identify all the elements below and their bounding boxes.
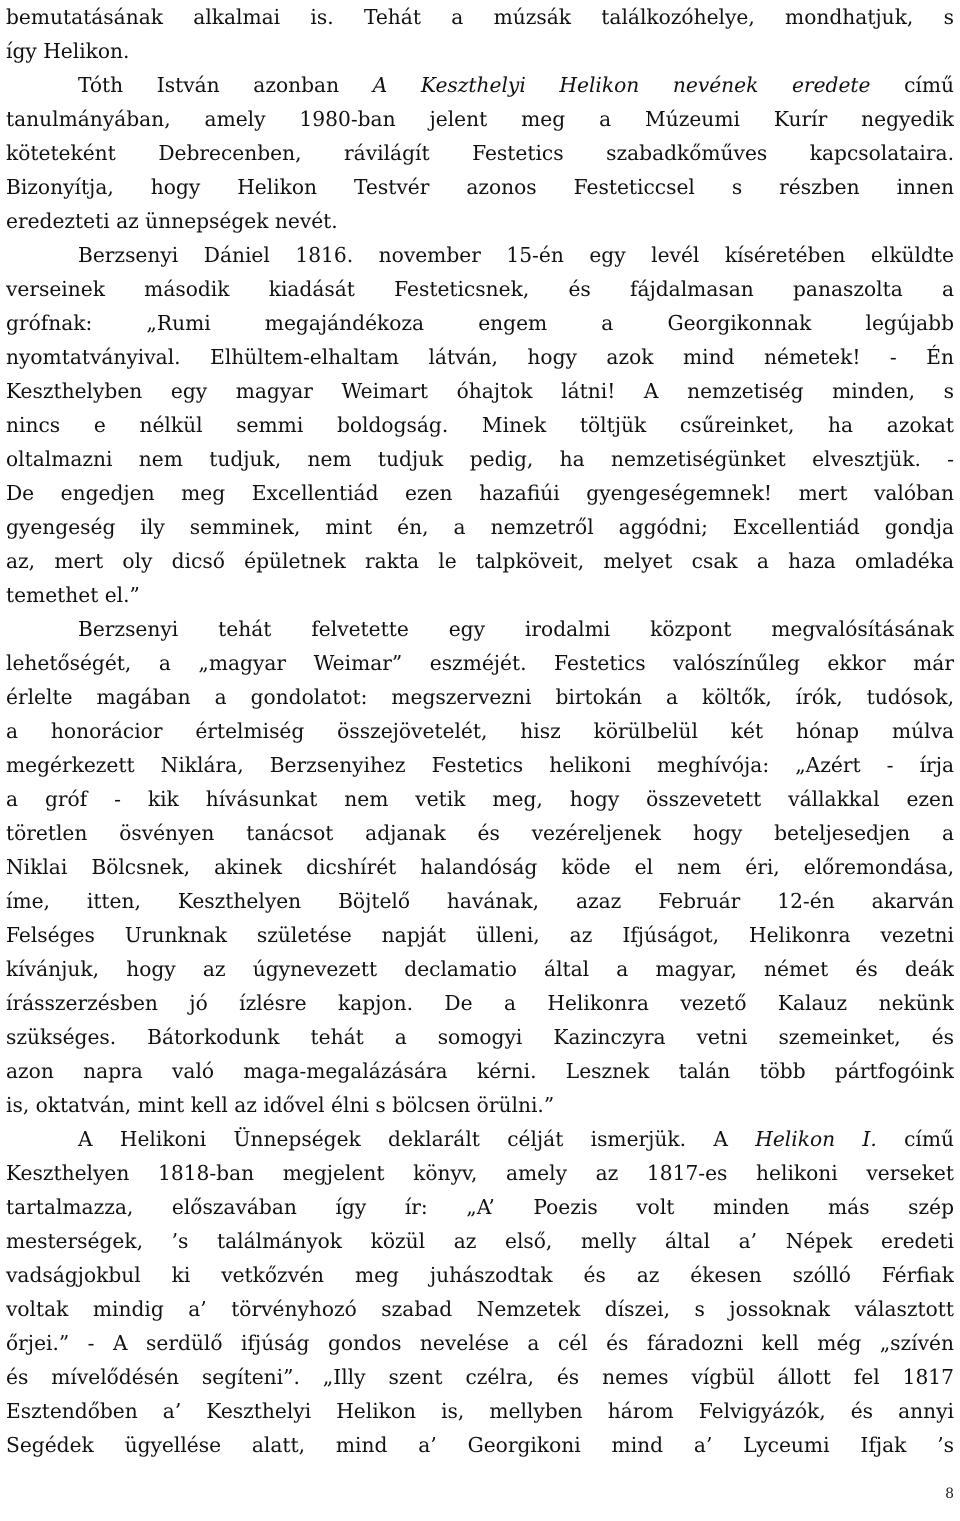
text-segment: eredezteti az ünnepségek nevét.: [6, 209, 338, 233]
text-segment: Keszthelyben egy magyar Weimart óhajtok látni! A nemzetiség minden, s: [6, 379, 954, 403]
document-page: [6, 0, 954, 1521]
text-line: [6, 1122, 954, 1156]
text-segment: oltalmazni nem tudjuk, nem tudjuk pedig, ha nemzetiségünket elvesztjük. -: [6, 447, 954, 471]
text-line: [6, 136, 954, 170]
text-line: [6, 1394, 954, 1428]
text-segment: köteteként Debrecenben, rávilágít Festetics szabadkőműves kapcsolataira.: [6, 141, 954, 165]
text-segment: nincs e nélkül semmi boldogság. Minek töltjük csűreinket, ha azokat: [6, 413, 954, 437]
text-segment: Bizonyítja, hogy Helikon Testvér azonos Festeticcsel s részben innen: [6, 175, 954, 199]
text-line: [6, 714, 954, 748]
text-segment: Berzsenyi tehát felvetette egy irodalmi központ megvalósításának: [78, 617, 954, 641]
text-segment: voltak mindig a’ törvényhozó szabad Nemzetek díszei, s jossoknak választott: [6, 1297, 954, 1321]
text-segment: Esztendőben a’ Keszthelyi Helikon is, mellyben három Felvigyázók, és annyi: [6, 1399, 954, 1423]
text-segment: szükséges. Bátorkodunk tehát a somogyi Kazinczyra vetni szemeinket, és: [6, 1025, 954, 1049]
text-line: [6, 544, 954, 578]
text-segment: grófnak: „Rumi megajándékoza engem a Georgikonnak legújabb: [6, 311, 954, 335]
text-segment: kívánjuk, hogy az úgynevezett declamatio által a magyar, német és deák: [6, 957, 954, 981]
text-segment: íme, itten, Keszthelyen Böjtelő havának, azaz Február 12-én akarván: [6, 889, 954, 913]
text-segment: De engedjen meg Excellentiád ezen hazafiúi gyengeségemnek! mert valóban: [6, 481, 954, 505]
text-line: [6, 374, 954, 408]
text-line: [6, 1292, 954, 1326]
text-line: [6, 918, 954, 952]
page-number: 8: [945, 1486, 954, 1502]
text-segment: vadságjokbul ki vetkőzvén meg juhászodtak és az ékesen szólló Férfiak: [6, 1263, 954, 1287]
text-line: [6, 408, 954, 442]
text-line: [6, 1054, 954, 1088]
text-line: [6, 1360, 954, 1394]
text-line: [6, 68, 954, 102]
text-segment: mesterségek, ’s találmányok közül az első, melly által a’ Népek eredeti: [6, 1229, 954, 1253]
text-line: [6, 34, 954, 68]
text-segment: és mívelődésén segíteni”. „Illy szent czélra, és nemes vígbül állott fel 1817: [6, 1365, 954, 1389]
text-segment: is, oktatván, mint kell az idővel élni s bölcsen örülni.”: [6, 1093, 555, 1117]
text-line: [6, 1258, 954, 1292]
text-segment: Felséges Urunknak születése napját ülleni, az Ifjúságot, Helikonra vezetni: [6, 923, 954, 947]
text-segment: temethet el.”: [6, 583, 140, 607]
text-segment: bemutatásának alkalmai is. Tehát a múzsák találkozóhelye, mondhatjuk, s: [6, 5, 954, 29]
text-segment: tartalmazza, előszavában így ír: „A’ Poezis volt minden más szép: [6, 1195, 954, 1219]
text-line: [6, 986, 954, 1020]
text-line: [6, 1224, 954, 1258]
text-line: [6, 272, 954, 306]
text-line: [6, 1190, 954, 1224]
italic-title: Helikon I.: [755, 1127, 877, 1151]
text-line: [6, 1326, 954, 1360]
text-line: [6, 680, 954, 714]
text-segment: a gróf - kik hívásunkat nem vetik meg, hogy összevetett vállakkal ezen: [6, 787, 954, 811]
text-segment: gyengeség ily semminek, mint én, a nemzetről aggódni; Excellentiád gondja: [6, 515, 954, 539]
text-segment: így Helikon.: [6, 39, 130, 63]
text-line: [6, 1020, 954, 1054]
text-segment: őrjei.” - A serdülő ifjúság gondos nevelése a cél és fáradozni kell még „szívén: [6, 1331, 954, 1355]
text-line: [6, 646, 954, 680]
text-segment: érlelte magában a gondolatot: megszervezni birtokán a költők, írók, tudósok,: [6, 685, 954, 709]
text-line: [6, 306, 954, 340]
text-segment: Tóth István azonban: [78, 73, 373, 97]
text-segment: megérkezett Niklára, Berzsenyihez Festetics helikoni meghívója: „Azért - írja: [6, 753, 954, 777]
text-line: [6, 340, 954, 374]
text-segment: Keszthelyen 1818-ban megjelent könyv, amely az 1817-es helikoni verseket: [6, 1161, 954, 1185]
text-segment: című: [876, 1127, 954, 1151]
text-line: [6, 204, 954, 238]
italic-title: A Keszthelyi Helikon nevének eredete: [372, 73, 871, 97]
text-segment: című: [870, 73, 954, 97]
text-line: [6, 850, 954, 884]
text-line: [6, 1428, 954, 1462]
text-segment: írásszerzésben jó ízlésre kapjon. De a Helikonra vezető Kalauz nekünk: [6, 991, 954, 1015]
text-line: [6, 612, 954, 646]
text-segment: a honorácior értelmiség összejövetelét, hisz körülbelül két hónap múlva: [6, 719, 954, 743]
text-segment: A Helikoni Ünnepségek deklarált célját ismerjük. A: [78, 1127, 756, 1151]
text-segment: azon napra való maga-megalázására kérni. Lesznek talán több pártfogóink: [6, 1059, 954, 1083]
text-line: [6, 748, 954, 782]
text-segment: Berzsenyi Dániel 1816. november 15-én egy levél kíséretében elküldte: [78, 243, 954, 267]
text-line: [6, 1088, 954, 1122]
text-line: [6, 816, 954, 850]
text-line: [6, 238, 954, 272]
text-segment: Segédek ügyellése alatt, mind a’ Georgikoni mind a’ Lyceumi Ifjak ’s: [6, 1433, 954, 1457]
text-segment: töretlen ösvényen tanácsot adjanak és vezéreljenek hogy beteljesedjen a: [6, 821, 954, 845]
text-segment: lehetőségét, a „magyar Weimar” eszméjét. Festetics valószínűleg ekkor már: [6, 651, 954, 675]
text-segment: tanulmányában, amely 1980-ban jelent meg a Múzeumi Kurír negyedik: [6, 107, 954, 131]
text-line: [6, 170, 954, 204]
text-line: [6, 1156, 954, 1190]
text-segment: az, mert oly dicső épületnek rakta le talpköveit, melyet csak a haza omladéka: [6, 549, 954, 573]
text-line: [6, 442, 954, 476]
text-line: [6, 0, 954, 34]
text-line: [6, 952, 954, 986]
text-line: [6, 884, 954, 918]
text-line: [6, 102, 954, 136]
text-segment: verseinek második kiadását Festeticsnek, és fájdalmasan panaszolta a: [6, 277, 954, 301]
text-line: [6, 578, 954, 612]
text-segment: nyomtatványival. Elhültem-elhaltam látván, hogy azok mind németek! - Én: [6, 345, 954, 369]
text-line: [6, 782, 954, 816]
text-segment: Niklai Bölcsnek, akinek dicshírét halandóság köde el nem éri, előremondása,: [6, 855, 954, 879]
text-line: [6, 476, 954, 510]
text-line: [6, 510, 954, 544]
